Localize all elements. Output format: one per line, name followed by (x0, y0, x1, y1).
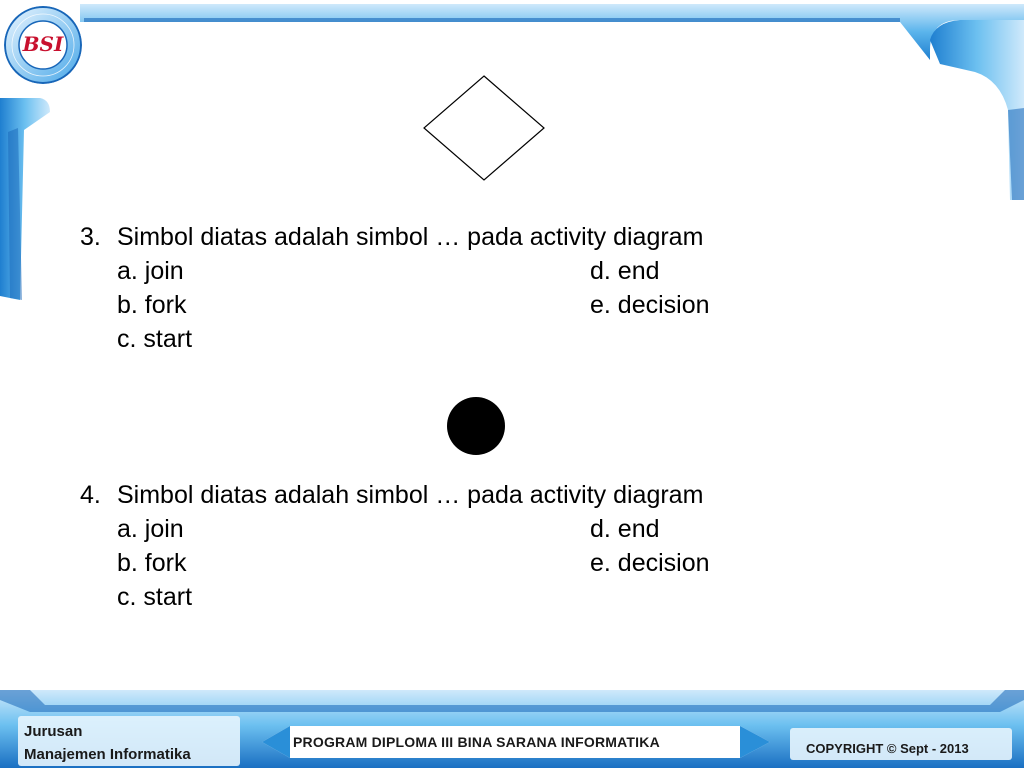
footer-copyright: COPYRIGHT © Sept - 2013 (806, 741, 969, 756)
footer-program-title: PROGRAM DIPLOMA III BINA SARANA INFORMATIKA (293, 734, 660, 750)
footer-department-line1: Jurusan (24, 723, 83, 740)
option-a: a. join (117, 257, 184, 285)
question-4 (80, 478, 800, 614)
option-e: e. decision (590, 291, 710, 319)
question-number: 3. (80, 223, 101, 251)
bsi-logo (4, 6, 82, 84)
decision-diamond-symbol (422, 74, 546, 182)
option-b: b. fork (117, 291, 187, 319)
question-stem: Simbol diatas adalah simbol … pada activity diagram (117, 481, 704, 509)
option-b: b. fork (117, 549, 187, 577)
option-c: c. start (117, 583, 193, 611)
question-3 (80, 220, 800, 356)
option-d: d. end (590, 257, 660, 285)
logo-text: BSI (22, 32, 64, 56)
question-stem: Simbol diatas adalah simbol … pada activity diagram (117, 223, 704, 251)
option-e: e. decision (590, 549, 710, 577)
question-number: 4. (80, 481, 101, 509)
option-d: d. end (590, 515, 660, 543)
option-a: a. join (117, 515, 184, 543)
footer-department-line2: Manajemen Informatika (24, 746, 191, 763)
initial-node-circle-symbol (447, 397, 505, 455)
option-c: c. start (117, 325, 193, 353)
